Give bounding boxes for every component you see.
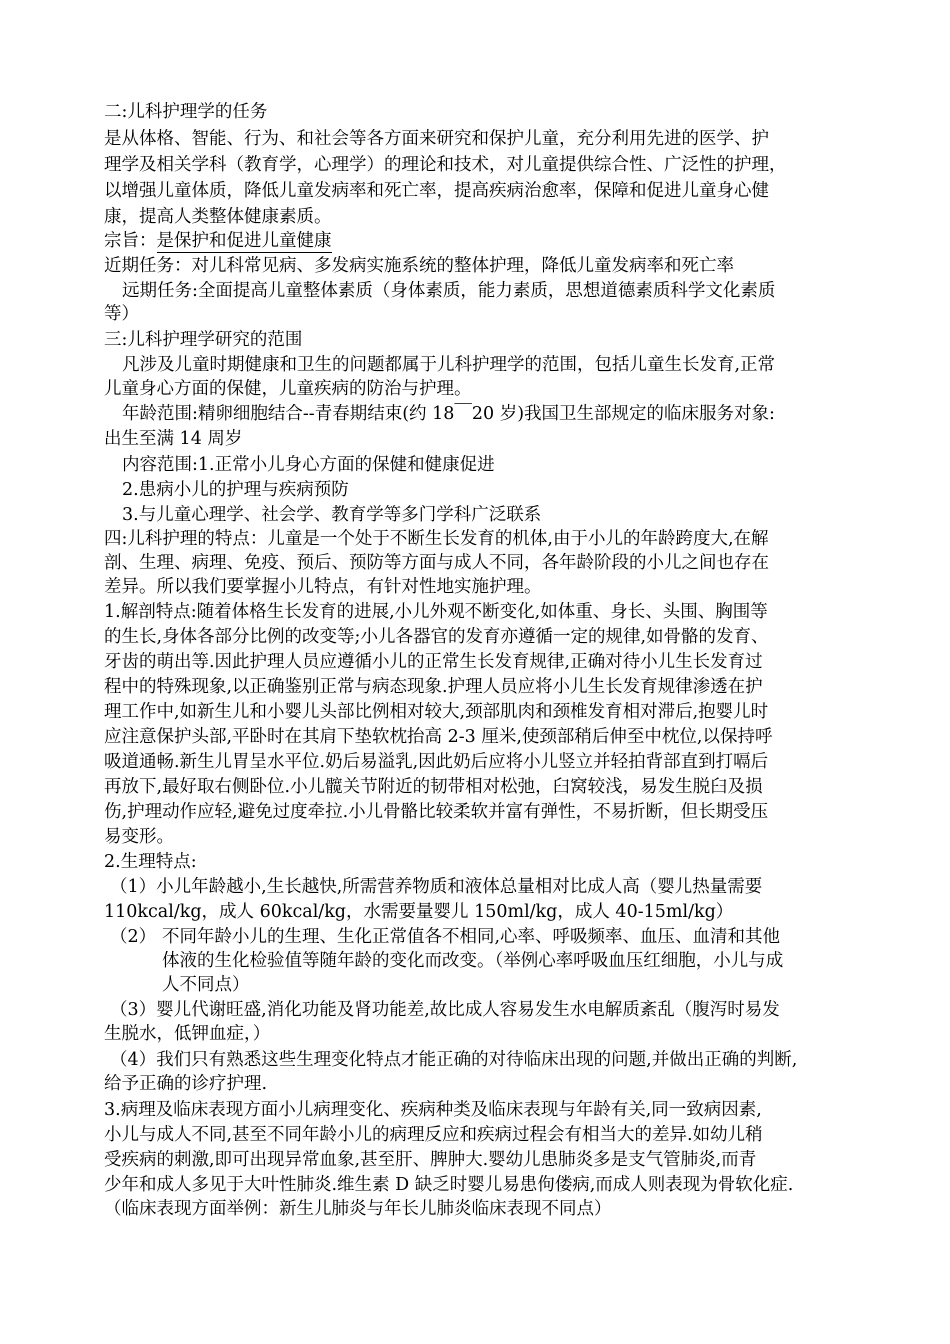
section-heading-tasks: 二:儿科护理学的任务 [104,102,268,122]
paragraph-line: 凡涉及儿童时期健康和卫生的问题都属于儿科护理学的范围，包括儿童生长发育,正常 [122,355,776,375]
paragraph-line: 以增强儿童体质，降低儿童发病率和死亡率，提高疾病治愈率，保障和促进儿童身心健 [104,181,769,201]
paragraph-line: 儿童身心方面的保健，儿童疾病的防治与护理。 [104,379,472,399]
paragraph-line: 剖、生理、病理、免疫、预后、预防等方面与成人不同，各年龄阶段的小儿之间也存在 [104,553,769,573]
paragraph-line: 年龄范围:精卵细胞结合--青春期结束(约 18￣20 岁)我国卫生部规定的临床服务对象: [122,404,775,424]
paragraph-line: 理学及相关学科（教育学，心理学）的理论和技术，对儿童提供综合性、广泛性的护理， [104,155,787,175]
paragraph-line: 理工作中,如新生儿和小婴儿头部比例相对较大,颈部肌肉和颈椎发育相对滞后,抱婴儿时 [104,702,769,722]
paragraph-line: 是从体格、智能、行为、和社会等各方面来研究和保护儿童，充分利用先进的医学、护 [104,129,769,149]
paragraph-line: 程中的特殊现象,以正确鉴别正常与病态现象.护理人员应将小儿生长发育规律渗透在护 [104,677,763,697]
aim-line [104,233,332,251]
paragraph-line: 伤,护理动作应轻,避免过度牵拉.小儿骨骼比较柔软并富有弹性，不易折断，但长期受压 [104,802,769,822]
list-item: （4）我们只有熟悉这些生理变化特点才能正确的对待临床出现的问题,并做出正确的判断, [110,1050,798,1070]
paragraph-line: 小儿与成人不同,甚至不同年龄小儿的病理反应和疾病过程会有相当大的差异.如幼儿稍 [104,1125,763,1145]
paragraph-line: 2.患病小儿的护理与疾病预防 [122,480,349,500]
section-heading-scope: 三:儿科护理学研究的范围 [104,330,303,350]
paragraph-line: 牙齿的萌出等.因此护理人员应遵循小儿的正常生长发育规律,正确对待小儿生长发育过 [104,652,763,672]
paragraph-line: 3.与儿童心理学、社会学、教育学等多门学科广泛联系 [122,505,542,525]
paragraph-line: 应注意保护头部,平卧时在其肩下垫软枕抬高 2-3 厘米,使颈部稍后伸至中枕位,以保持呼 [104,727,773,747]
paragraph-line: 给予正确的诊疗护理. [104,1074,268,1094]
paragraph-line: 受疾病的刺激,即可出现异常血象,甚至肝、脾肿大.婴幼儿患肺炎多是支气管肺炎,而青 [104,1150,757,1170]
paragraph-line: 再放下,最好取右侧卧位.小儿髋关节附近的韧带相对松弛，臼窝较浅，易发生脱臼及损 [104,777,763,797]
paragraph-line: 少年和成人多见于大叶性肺炎.维生素 D 缺乏时婴儿易患佝偻病,而成人则表现为骨软化症. [104,1175,794,1195]
paragraph-line: 等） [104,304,139,324]
subsection-heading-pathology: 3.病理及临床表现方面小儿病理变化、疾病种类及临床表现与年龄有关,同一致病因素, [104,1100,762,1120]
paragraph-line: 吸道通畅.新生儿胃呈水平位.奶后易溢乳,因此奶后应将小儿竖立并轻拍背部直到打嗝后 [104,752,769,772]
list-item-number: （2） [110,927,157,947]
paragraph-line: 的生长,身体各部分比例的改变等;小儿各器官的发育亦遵循一定的规律,如骨骼的发育、 [104,627,769,647]
section-heading-characteristics: 四:儿科护理的特点：儿童是一个处于不断生长发育的机体,由于小儿的年龄跨度大,在解 [104,529,769,549]
paragraph-line: 出生至满 14 周岁 [104,429,243,449]
paragraph-line: 人不同点） [162,975,250,995]
aim-text-underlined: 是保护和促进儿童健康 [156,231,332,251]
paragraph-line: 生脱水，低钾血症，） [104,1024,271,1044]
paragraph-line: （临床表现方面举例：新生儿肺炎与年长儿肺炎临床表现不同点） [104,1199,612,1219]
aim-label: 宗旨： [104,231,157,251]
paragraph-line: 差异。所以我们要掌握小儿特点，有针对性地实施护理。 [104,577,542,597]
paragraph-line: 110kcal/kg，成人 60kcal/kg，水需要量婴儿 150ml/kg，成人 40-15ml/kg） [104,902,734,922]
paragraph-line: 易变形。 [104,827,174,847]
subsection-heading-physiology: 2.生理特点: [104,852,197,872]
paragraph-line: 康，提高人类整体健康素质。 [104,207,332,227]
paragraph-line: 远期任务:全面提高儿童整体素质（身体素质，能力素质，思想道德素质科学文化素质 [122,281,776,301]
list-item: （3）婴儿代谢旺盛,消化功能及肾功能差,故比成人容易发生水电解质紊乱（腹泻时易发 [110,1000,780,1020]
list-item: 不同年龄小儿的生理、生化正常值各不相同,心率、呼吸频率、血压、血清和其他 [162,927,781,947]
paragraph-line: 内容范围:1.正常小儿身心方面的保健和健康促进 [122,455,495,475]
paragraph-line: 1.解剖特点:随着体格生长发育的进展,小儿外观不断变化,如体重、身长、头围、胸围等 [104,602,768,622]
list-item: （1）小儿年龄越小,生长越快,所需营养物质和液体总量相对比成人高（婴儿热量需要 [110,877,763,897]
paragraph-line: 近期任务：对儿科常见病、多发病实施系统的整体护理，降低儿童发病率和死亡率 [104,256,734,276]
paragraph-line: 体液的生化检验值等随年龄的变化而改变。（举例心率呼吸血压红细胞，小儿与成 [162,951,784,971]
